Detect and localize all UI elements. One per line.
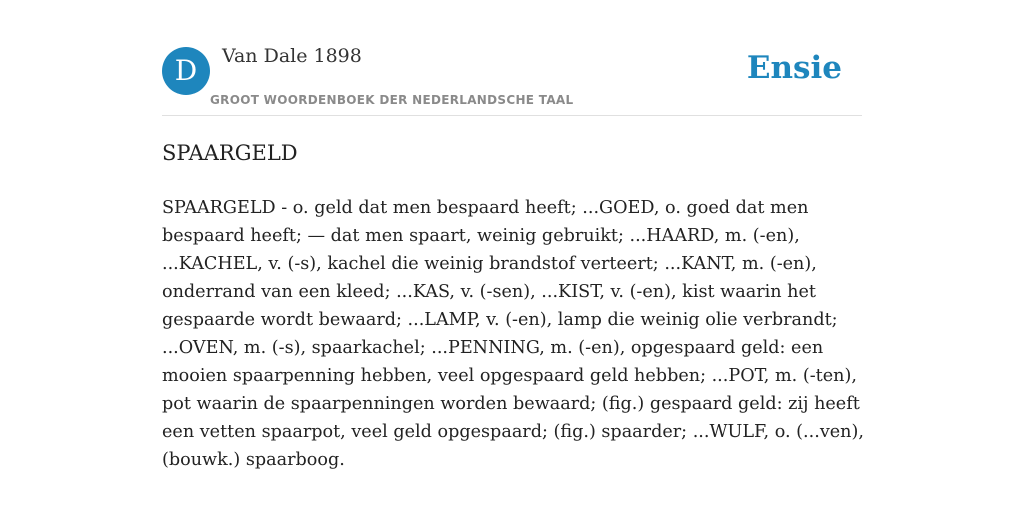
entry-headword: SPAARGELD	[162, 141, 298, 165]
brand-logo[interactable]: Ensie	[746, 50, 842, 86]
entry-definition: SPAARGELD - o. geld dat men bespaard heeft; ...GOED, o. goed dat men bespaard heeft; — dat men spaart, weinig gebruikt; ...HAARD, m. (-en), ...KACHEL, v. (-s), kachel die weinig brandstof verteert; ...KANT, m. (-en), onderrand van een kleed; ...KAS, v. (-sen), ...KIST, v. (-en), kist waarin het gespaarde wordt bewaard; ...LAMP, v. (-en), lamp die weinig olie verbrandt; ...OVEN, m. (-s), spaarkachel; ...PENNING, m. (-en), opgespaard geld: een mooien spaarpenning hebben, veel opgespaard geld hebben; ...POT, m. (-ten), pot waarin de spaarpenningen worden bewaard; (fig.) gespaard geld: zij heeft een vetten spaarpot, veel geld opgespaard; (fig.) spaarder; ...WULF, o. (...ven), (bouwk.) spaarboog.	[162, 198, 864, 470]
header-divider	[162, 115, 862, 116]
dictionary-subtitle: GROOT WOORDENBOEK DER NEDERLANDSCHE TAAL	[210, 93, 574, 107]
dictionary-logo: D	[162, 47, 210, 95]
dictionary-title[interactable]: Van Dale 1898	[222, 45, 362, 67]
